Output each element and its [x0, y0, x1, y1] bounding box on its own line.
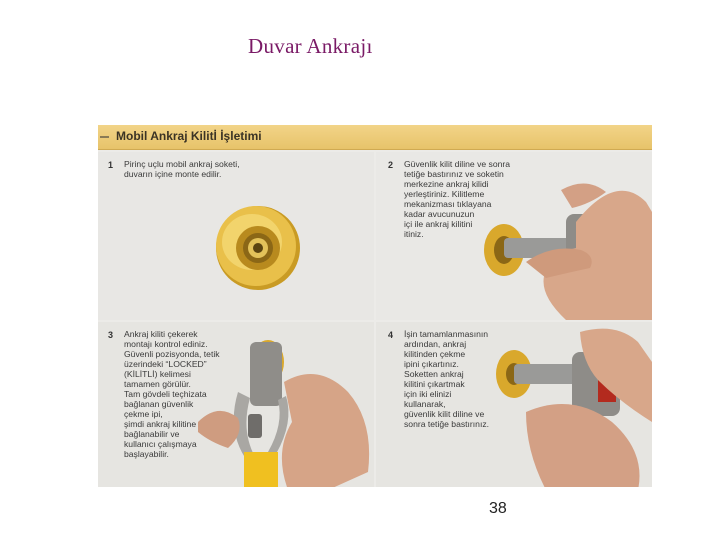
instruction-manual-image [98, 125, 652, 487]
header-rule [100, 136, 109, 138]
step-number: 4 [388, 330, 394, 340]
step-number: 1 [108, 160, 114, 170]
step-text: İşin tamamlanmasının ardından, ankraj kilitinden çekme ipini çıkartınız. Soketten ankraj kilitini çıkartmak için iki elinizi kullanarak, güvenlik kilit diline ve sonra tetiğe bastırınız. [404, 329, 490, 429]
step-number: 3 [108, 330, 114, 340]
page-number: 38 [489, 500, 507, 517]
manual-title: Mobil Ankraj Kilitİ İşletimi [116, 129, 262, 143]
step-text: Güvenlik kilit diline ve sonra tetiğe bastırınız ve soketin merkezine ankraj kilidi yerleştiriniz. Kilitleme mekanizması tıklayana kadar avucunuzun içi ile ankraj kilitini itiniz. [404, 159, 511, 239]
step-number: 2 [388, 160, 394, 170]
step-panel-3 [98, 322, 374, 487]
step-panel-4 [376, 322, 652, 487]
slide-title: Duvar Ankrajı [248, 34, 373, 58]
step-text: Pirinç uçlu mobil ankraj soketi, duvarın içine monte edilir. [124, 159, 240, 179]
step-text: Ankraj kiliti çekerek montajı kontrol ediniz. Güvenli pozisyonda, tetik üzerindeki “LOCKED” (KİLİTLİ) kelimesi tamamen görülür. Tam gövdeli teçhizata bağlanan güvenlik çekme ipi, şimdi ankraj kilitine bağlanabilir ve kullanıcı çalışmaya başlayabilir. [124, 329, 220, 459]
step-panel-1 [98, 152, 374, 320]
manual-header [98, 125, 652, 150]
step-panel-2 [376, 152, 652, 320]
